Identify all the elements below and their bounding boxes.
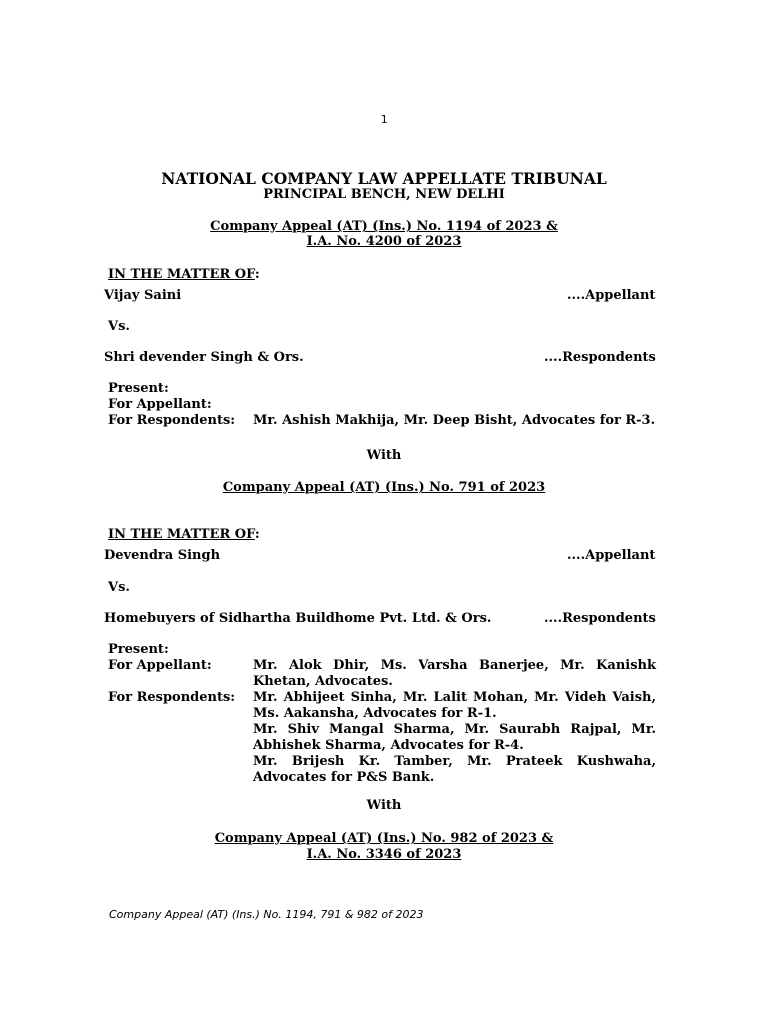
- page-footer: Company Appeal (AT) (Ins.) No. 1194, 791 & 982 of 2023: [109, 908, 424, 921]
- case3-title-line1: Company Appeal (AT) (Ins.) No. 982 of 2023 &: [214, 831, 554, 846]
- case1-for-appellant-label: For Appellant:: [108, 397, 212, 412]
- case2-for-respondents-label: For Respondents:: [108, 690, 236, 705]
- case1-vs: Vs.: [108, 319, 130, 334]
- case1-for-respondents-value: Mr. Ashish Makhija, Mr. Deep Bisht, Advocates for R-3.: [253, 413, 656, 428]
- case2-vs: Vs.: [108, 580, 130, 595]
- case1-respondent-role: ....Respondents: [544, 350, 656, 365]
- case1-appellant-role: ....Appellant: [567, 288, 656, 303]
- case1-title-line2: I.A. No. 4200 of 2023: [306, 234, 462, 249]
- case2-for-appellant-label: For Appellant:: [108, 658, 212, 673]
- case1-appellant-name: Vijay Saini: [104, 288, 182, 303]
- case2-for-respondents-value-2: Mr. Shiv Mangal Sharma, Mr. Saurabh Rajpal, Mr. Abhishek Sharma, Advocates for R-4.: [253, 722, 656, 753]
- case1-for-respondents-label: For Respondents:: [108, 413, 236, 428]
- case2-respondent-role: ....Respondents: [544, 611, 656, 626]
- case1-respondent-name: Shri devender Singh & Ors.: [104, 350, 304, 365]
- case2-title-line1: Company Appeal (AT) (Ins.) No. 791 of 2023: [222, 480, 546, 495]
- case3-title-line2: I.A. No. 3346 of 2023: [306, 847, 462, 862]
- case1-matter-of: IN THE MATTER OF:: [108, 267, 260, 282]
- page-number: 1: [380, 113, 388, 126]
- with-separator-2: With: [366, 798, 402, 813]
- bench-title: PRINCIPAL BENCH, NEW DELHI: [263, 187, 505, 202]
- case2-appellant-role: ....Appellant: [567, 548, 656, 563]
- with-separator-1: With: [366, 448, 402, 463]
- case2-for-respondents-value-3: Mr. Brijesh Kr. Tamber, Mr. Prateek Kushwaha, Advocates for P&S Bank.: [253, 754, 656, 785]
- case2-present-label: Present:: [108, 642, 169, 657]
- case2-for-appellant-value: Mr. Alok Dhir, Ms. Varsha Banerjee, Mr. Kanishk Khetan, Advocates.: [253, 658, 656, 689]
- case2-respondent-name: Homebuyers of Sidhartha Buildhome Pvt. Ltd. & Ors.: [104, 611, 492, 626]
- case2-appellant-name: Devendra Singh: [104, 548, 221, 563]
- tribunal-title: NATIONAL COMPANY LAW APPELLATE TRIBUNAL: [161, 169, 607, 188]
- case1-present-label: Present:: [108, 381, 169, 396]
- case2-for-respondents-value-1: Mr. Abhijeet Sinha, Mr. Lalit Mohan, Mr. Videh Vaish, Ms. Aakansha, Advocates for R-1.: [253, 690, 656, 721]
- case2-matter-of: IN THE MATTER OF:: [108, 527, 260, 542]
- case1-title-line1: Company Appeal (AT) (Ins.) No. 1194 of 2023 &: [210, 219, 558, 234]
